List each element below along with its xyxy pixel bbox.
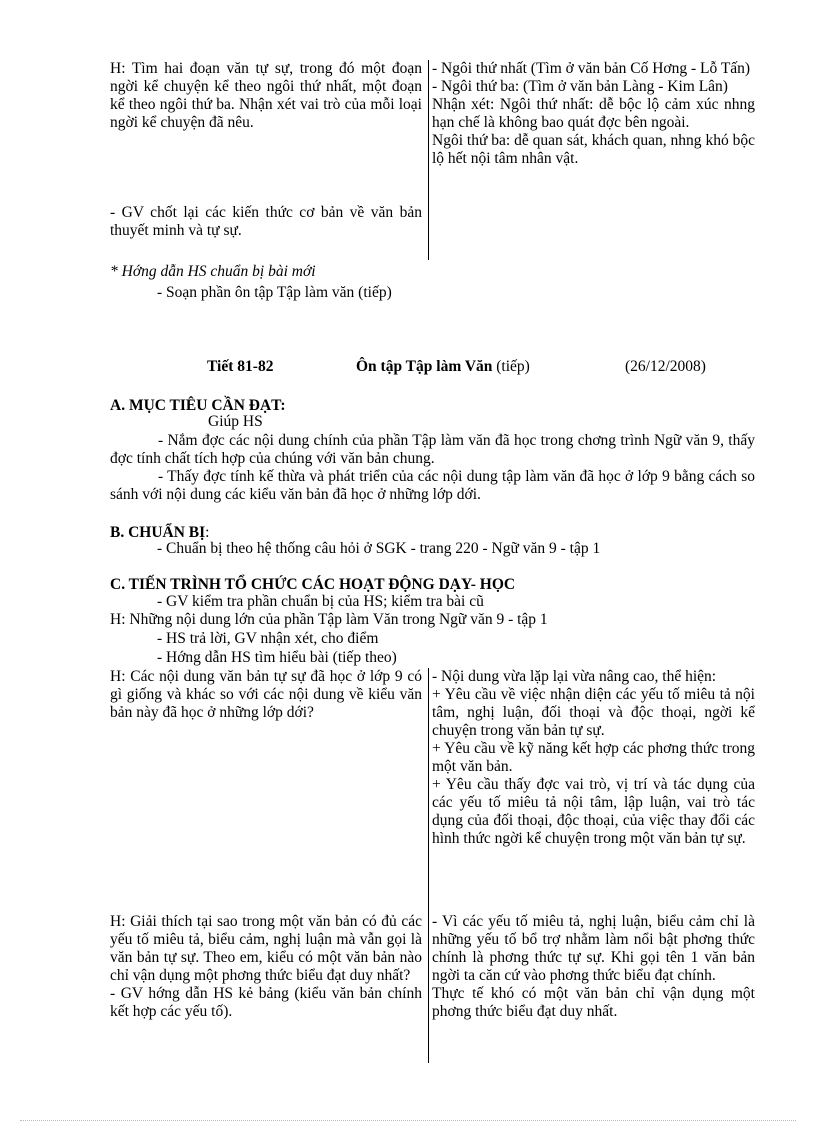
page-footer-divider	[20, 1120, 796, 1121]
guide-heading: * Hớng dẫn HS chuẩn bị bài mới	[110, 263, 316, 280]
answer-line: + Yêu cầu thấy đợc vai trò, vị trí và tác dụng của các yếu tố miêu tả nội tâm, lập luận, vai trò tác dụng của đối thoại, độc thoại, của việc thay đổi các hình thức ngời kể chuyện trong một văn bản tự sự.	[432, 776, 755, 847]
section-a-title: A. MỤC TIÊU CẦN ĐẠT:	[110, 397, 286, 414]
answer-line: + Yêu cầu về việc nhận diện các yếu tố miêu tả nội tâm, nghị luận, đối thoại và độc thoại, ngời kể chuyện trong văn bản tự sự.	[432, 686, 755, 739]
question-text: H: Giải thích tại sao trong một văn bản có đủ các yếu tố miêu tả, biểu cảm, nghị luận mà vẫn gọi là văn bản tự sự. Theo em, kiểu có một văn bản nào chỉ vận dụng một phơng thức biểu đạt duy nhất?	[110, 913, 422, 984]
answer-line: - Ngôi thứ ba: (Tìm ở văn bản Làng - Kim Lân)	[432, 78, 728, 95]
lesson-number: Tiết 81-82	[207, 358, 274, 375]
question-text: H: Tìm hai đoạn văn tự sự, trong đó một đoạn ngời kể chuyện kể theo ngôi thứ nhất, một đoạn kể theo ngôi thứ ba. Nhận xét vai trò của mỗi loại ngời kể chuyện đã nêu.	[110, 60, 422, 131]
answer-line: - Ngôi thứ nhất (Tìm ở văn bản Cố Hơng - Lỗ Tấn)	[432, 60, 751, 77]
teacher-note: - GV chốt lại các kiến thức cơ bản về văn bản thuyết minh và tự sự.	[110, 204, 422, 239]
a2-cell	[429, 913, 756, 1063]
section-a-body	[110, 432, 755, 504]
top-right-cell	[429, 60, 756, 260]
section-c-line: - Hớng dẫn HS tìm hiểu bài (tiếp theo)	[157, 649, 397, 666]
section-b-item: - Chuẩn bị theo hệ thống câu hỏi ở SGK - trang 220 - Ngữ văn 9 - tập 1	[157, 540, 601, 557]
section-b-colon: :	[205, 524, 210, 541]
question-text: H: Các nội dung văn bản tự sự đã học ở lớp 9 có gì giống và khác so với các nội dung về kiểu văn bản này đã học ở những lớp dới?	[110, 668, 422, 721]
guide-item: - Soạn phần ôn tập Tập làm văn (tiếp)	[157, 284, 392, 301]
section-c-line: - GV kiểm tra phần chuẩn bị của HS; kiểm tra bài cũ	[157, 593, 484, 610]
lesson-title-main: Ôn tập Tập làm Văn	[356, 358, 493, 375]
objective-item: - Thấy đợc tính kế thừa và phát triển của các nội dung tập làm văn đã học ở lớp 9 bằng cách so sánh với nội dung các kiểu văn bản đã học ở những lớp dới.	[110, 468, 755, 503]
section-a-sub: Giúp HS	[208, 413, 263, 430]
section-c-title: C. TIẾN TRÌNH TỔ CHỨC CÁC HOẠT ĐỘNG DẠY- HỌC	[110, 576, 516, 593]
answer-line: - Vì các yếu tố miêu tả, nghị luận, biểu cảm chỉ là những yếu tố bổ trợ nhằm làm nổi bật phơng thức chính là phơng thức tự sự. Khi gọi tên 1 văn bản ngời ta căn cứ vào phơng thức biểu đạt chính.	[432, 913, 755, 984]
objective-item: - Nắm đợc các nội dung chính của phần Tập làm văn đã học trong chơng trình Ngữ văn 9, thấy đợc tính chất tích hợp của chúng với văn bản chung.	[110, 432, 755, 467]
lesson-date: (26/12/2008)	[625, 358, 706, 375]
answer-line: + Yêu cầu về kỹ năng kết hợp các phơng thức trong một văn bản.	[432, 740, 755, 775]
section-c-question: H: Những nội dung lớn của phần Tập làm Văn trong Ngữ văn 9 - tập 1	[110, 611, 548, 628]
q1-cell	[110, 668, 429, 913]
bottom-qa-table	[110, 668, 755, 1063]
answer-line: - Nội dung vừa lặp lại vừa nâng cao, thể hiện:	[432, 668, 717, 685]
section-c-line: - HS trả lời, GV nhận xét, cho điểm	[157, 630, 379, 647]
top-left-cell	[110, 60, 429, 260]
q2-cell	[110, 913, 429, 1063]
teacher-note: - GV hớng dẫn HS kẻ bảng (kiểu văn bản chính kết hợp các yếu tố).	[110, 985, 422, 1020]
lesson-title	[356, 358, 530, 376]
lesson-title-suffix: (tiếp)	[496, 358, 530, 375]
section-b-title-text: B. CHUẨN BỊ	[110, 524, 206, 541]
answer-line: Nhận xét: Ngôi thứ nhất: dễ bộc lộ cảm xúc nhng hạn chế là không bao quát đợc bên ngoài.	[432, 96, 755, 131]
answer-line: Ngôi thứ ba: dễ quan sát, khách quan, nhng khó bộc lộ hết nội tâm nhân vật.	[432, 132, 755, 167]
top-qa-table	[110, 60, 755, 260]
answer-line: Thực tế khó có một văn bản chỉ vận dụng một phơng thức biểu đạt duy nhất.	[432, 985, 755, 1020]
a1-cell	[429, 668, 756, 913]
